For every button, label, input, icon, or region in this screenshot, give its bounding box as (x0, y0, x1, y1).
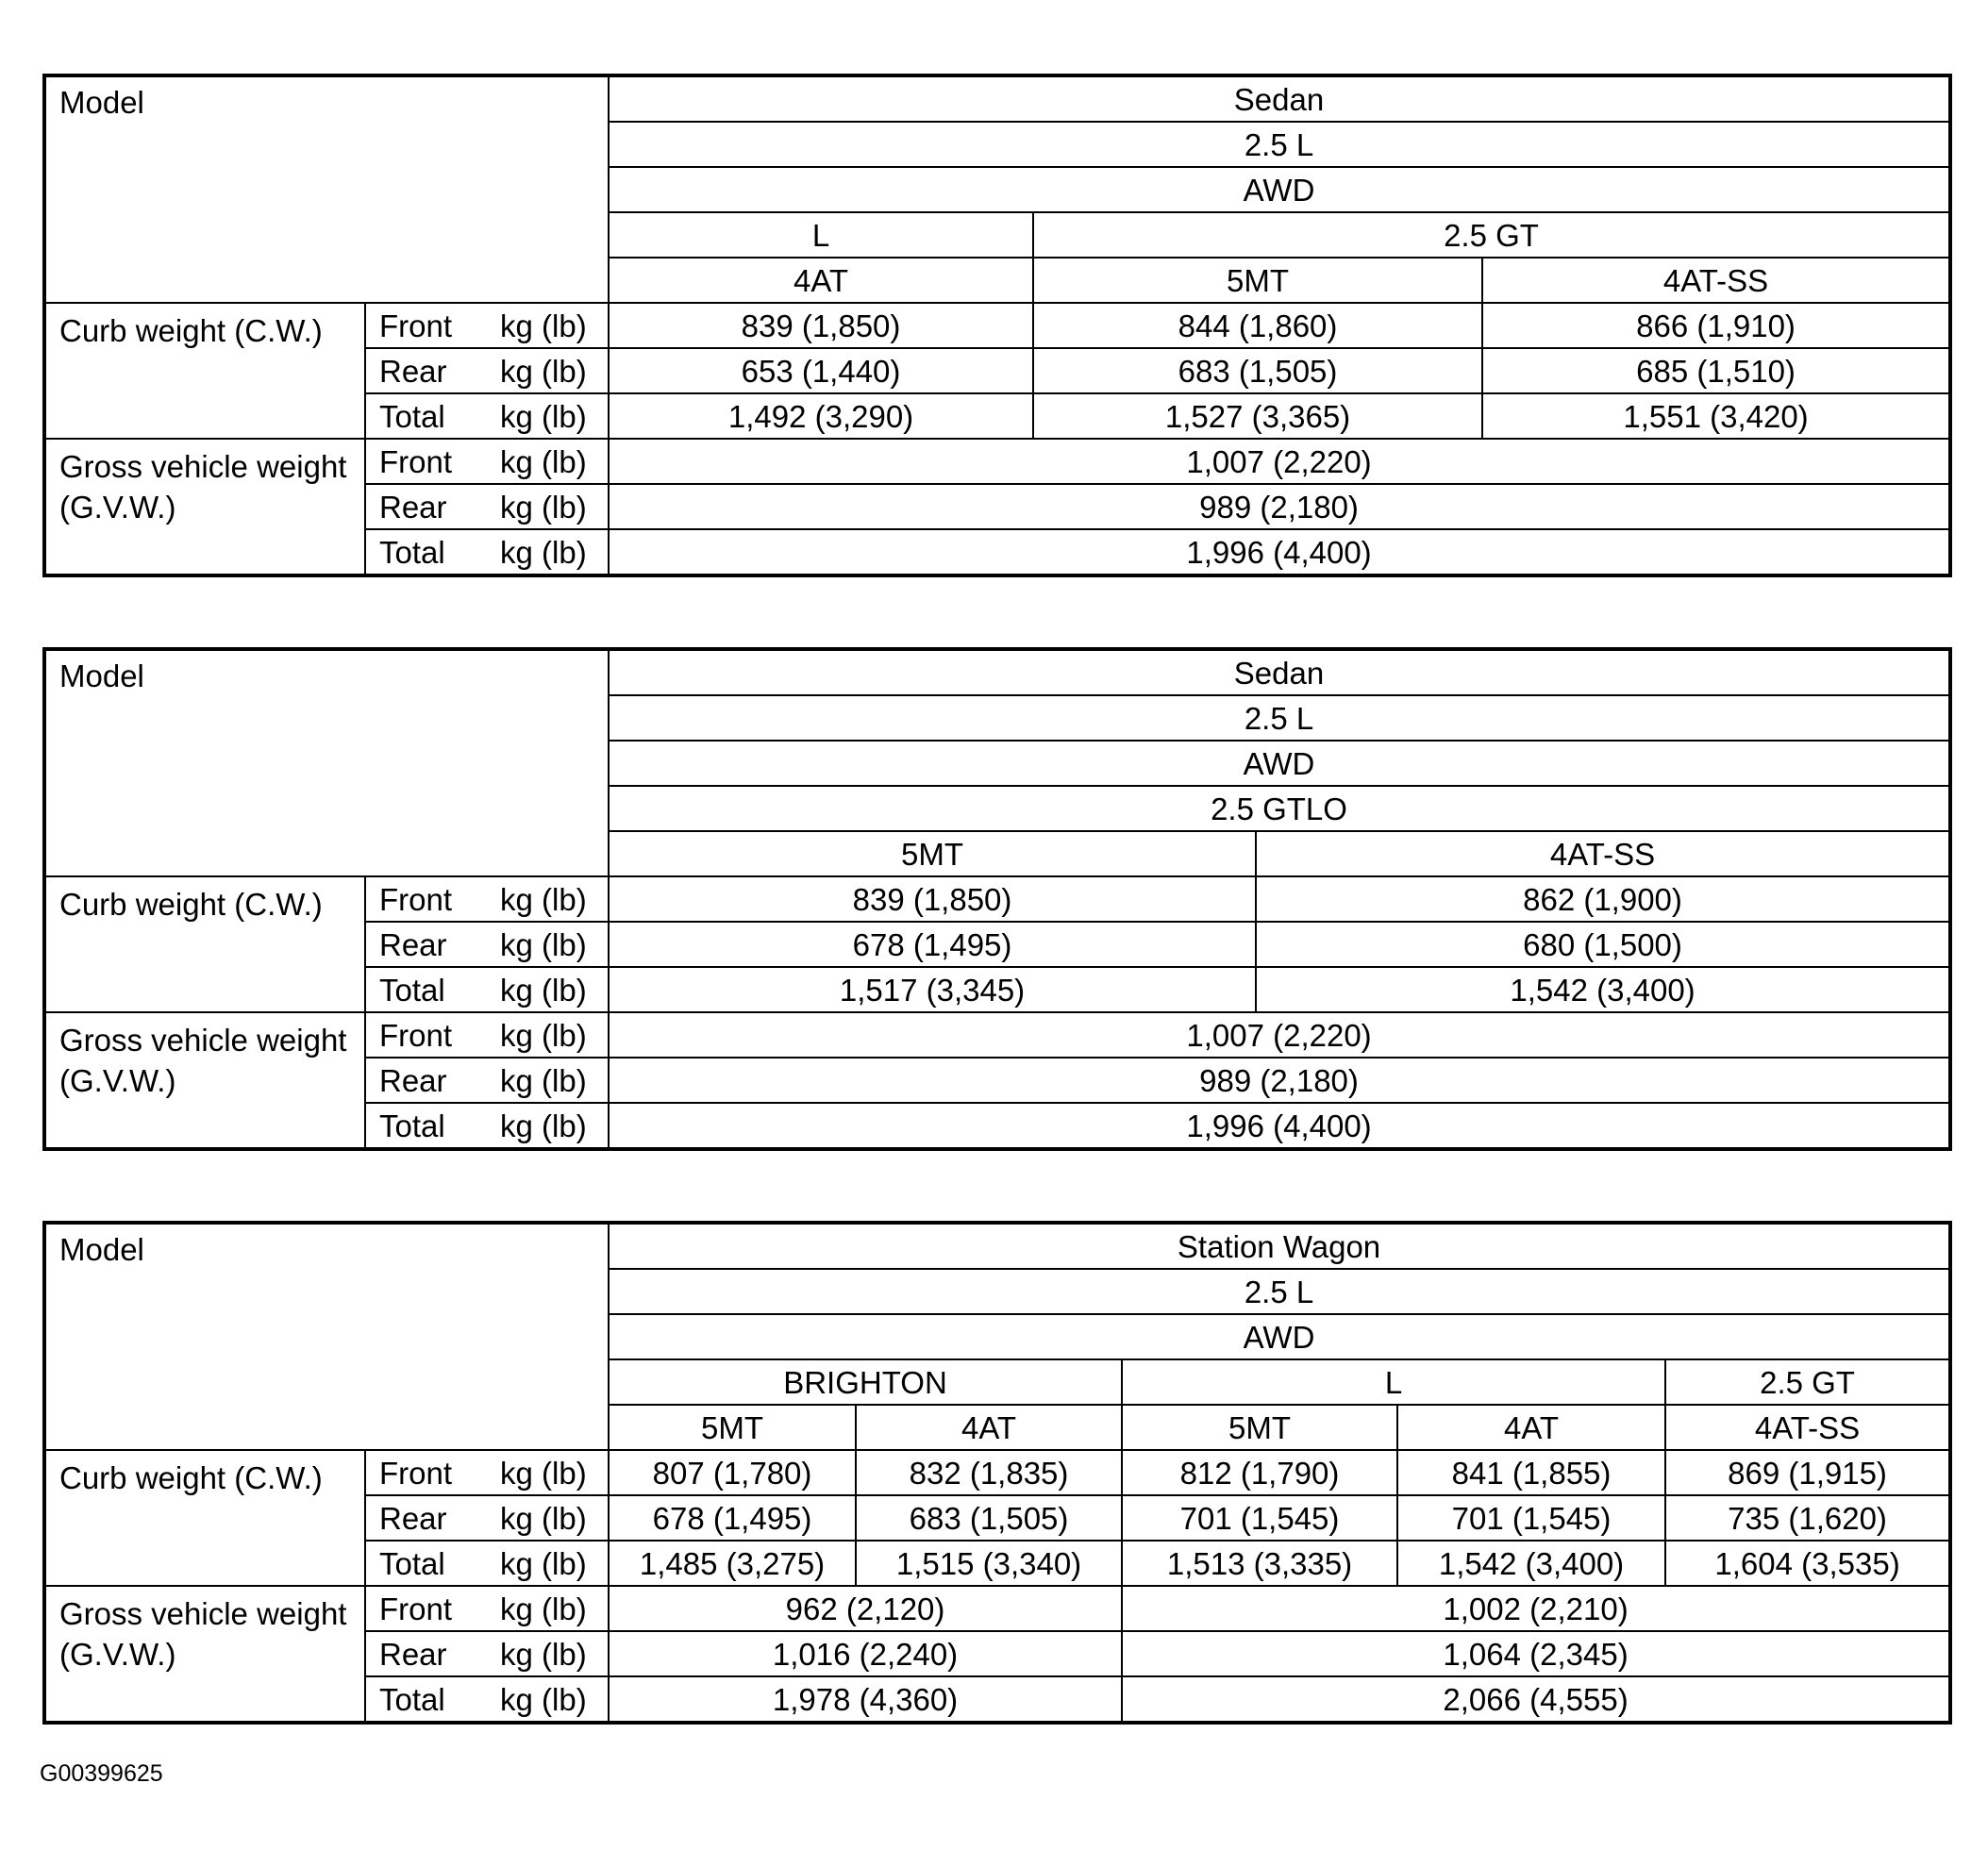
front-label: Front kg (lb) (365, 1012, 609, 1058)
grade: BRIGHTON (609, 1359, 1122, 1405)
grade: 2.5 GT (1665, 1359, 1950, 1405)
curb-weight-label: Curb weight (C.W.) (44, 303, 365, 439)
curb-front-value: 812 (1,790) (1122, 1450, 1397, 1495)
curb-total-value: 1,542 (3,400) (1256, 967, 1950, 1012)
total-label: Total kg (lb) (365, 1541, 609, 1586)
model-header: Model (44, 75, 609, 303)
curb-rear-value: 701 (1,545) (1397, 1495, 1665, 1541)
model-header: Model (44, 649, 609, 876)
gvw-label: Gross vehicle weight (G.V.W.) (44, 439, 365, 575)
curb-rear-value: 680 (1,500) (1256, 922, 1950, 967)
curb-front-value: 839 (1,850) (609, 876, 1256, 922)
grade: L (609, 212, 1033, 258)
gvw-total-value: 2,066 (4,555) (1122, 1676, 1950, 1723)
curb-weight-label: Curb weight (C.W.) (44, 876, 365, 1012)
engine: 2.5 L (609, 122, 1950, 167)
curb-rear-value: 653 (1,440) (609, 348, 1033, 393)
transmission: 4AT (609, 258, 1033, 303)
curb-total-value: 1,517 (3,345) (609, 967, 1256, 1012)
curb-front-value: 866 (1,910) (1482, 303, 1950, 348)
total-label: Total kg (lb) (365, 1103, 609, 1149)
curb-front-value: 862 (1,900) (1256, 876, 1950, 922)
body-type: Sedan (609, 75, 1950, 122)
transmission: 4AT-SS (1482, 258, 1950, 303)
transmission: 4AT-SS (1256, 831, 1950, 876)
gvw-front-value: 1,007 (2,220) (609, 439, 1950, 484)
total-label: Total kg (lb) (365, 393, 609, 439)
figure-id: G00399625 (40, 1760, 163, 1787)
curb-total-value: 1,513 (3,335) (1122, 1541, 1397, 1586)
grade: 2.5 GTLO (609, 786, 1950, 831)
gvw-label: Gross vehicle weight (G.V.W.) (44, 1586, 365, 1723)
curb-weight-label: Curb weight (C.W.) (44, 1450, 365, 1586)
curb-total-value: 1,527 (3,365) (1033, 393, 1482, 439)
transmission: 5MT (609, 1405, 856, 1450)
drive: AWD (609, 741, 1950, 786)
body-type: Sedan (609, 649, 1950, 695)
transmission: 5MT (1122, 1405, 1397, 1450)
transmission: 4AT (856, 1405, 1122, 1450)
rear-label: Rear kg (lb) (365, 348, 609, 393)
rear-label: Rear kg (lb) (365, 1631, 609, 1676)
transmission: 4AT-SS (1665, 1405, 1950, 1450)
curb-total-value: 1,551 (3,420) (1482, 393, 1950, 439)
front-label: Front kg (lb) (365, 303, 609, 348)
curb-front-value: 839 (1,850) (609, 303, 1033, 348)
gvw-total-value: 1,996 (4,400) (609, 529, 1950, 575)
gvw-rear-value: 1,064 (2,345) (1122, 1631, 1950, 1676)
engine: 2.5 L (609, 695, 1950, 741)
front-label: Front kg (lb) (365, 876, 609, 922)
grade: 2.5 GT (1033, 212, 1950, 258)
model-header: Model (44, 1223, 609, 1450)
curb-total-value: 1,542 (3,400) (1397, 1541, 1665, 1586)
weight-table-sedan-gtlo (42, 647, 1952, 1151)
curb-front-value: 832 (1,835) (856, 1450, 1122, 1495)
gvw-front-value: 1,007 (2,220) (609, 1012, 1950, 1058)
rear-label: Rear kg (lb) (365, 1058, 609, 1103)
curb-total-value: 1,604 (3,535) (1665, 1541, 1950, 1586)
gvw-total-value: 1,978 (4,360) (609, 1676, 1122, 1723)
transmission: 5MT (609, 831, 1256, 876)
rear-label: Rear kg (lb) (365, 922, 609, 967)
curb-rear-value: 683 (1,505) (856, 1495, 1122, 1541)
front-label: Front kg (lb) (365, 1450, 609, 1495)
drive: AWD (609, 167, 1950, 212)
weight-table-sedan-gt (42, 74, 1952, 577)
front-label: Front kg (lb) (365, 1586, 609, 1631)
curb-total-value: 1,485 (3,275) (609, 1541, 856, 1586)
drive: AWD (609, 1314, 1950, 1359)
grade: L (1122, 1359, 1665, 1405)
transmission: 4AT (1397, 1405, 1665, 1450)
curb-front-value: 807 (1,780) (609, 1450, 856, 1495)
curb-rear-value: 678 (1,495) (609, 922, 1256, 967)
gvw-front-value: 1,002 (2,210) (1122, 1586, 1950, 1631)
curb-rear-value: 701 (1,545) (1122, 1495, 1397, 1541)
gvw-label: Gross vehicle weight (G.V.W.) (44, 1012, 365, 1149)
curb-rear-value: 685 (1,510) (1482, 348, 1950, 393)
curb-rear-value: 678 (1,495) (609, 1495, 856, 1541)
curb-total-value: 1,492 (3,290) (609, 393, 1033, 439)
weight-table-station-wagon (42, 1221, 1952, 1725)
rear-label: Rear kg (lb) (365, 1495, 609, 1541)
gvw-total-value: 1,996 (4,400) (609, 1103, 1950, 1149)
gvw-front-value: 962 (2,120) (609, 1586, 1122, 1631)
engine: 2.5 L (609, 1269, 1950, 1314)
curb-rear-value: 683 (1,505) (1033, 348, 1482, 393)
gvw-rear-value: 989 (2,180) (609, 1058, 1950, 1103)
curb-total-value: 1,515 (3,340) (856, 1541, 1122, 1586)
total-label: Total kg (lb) (365, 1676, 609, 1723)
curb-rear-value: 735 (1,620) (1665, 1495, 1950, 1541)
front-label: Front kg (lb) (365, 439, 609, 484)
transmission: 5MT (1033, 258, 1482, 303)
curb-front-value: 869 (1,915) (1665, 1450, 1950, 1495)
body-type: Station Wagon (609, 1223, 1950, 1269)
total-label: Total kg (lb) (365, 529, 609, 575)
gvw-rear-value: 989 (2,180) (609, 484, 1950, 529)
curb-front-value: 844 (1,860) (1033, 303, 1482, 348)
gvw-rear-value: 1,016 (2,240) (609, 1631, 1122, 1676)
curb-front-value: 841 (1,855) (1397, 1450, 1665, 1495)
total-label: Total kg (lb) (365, 967, 609, 1012)
rear-label: Rear kg (lb) (365, 484, 609, 529)
